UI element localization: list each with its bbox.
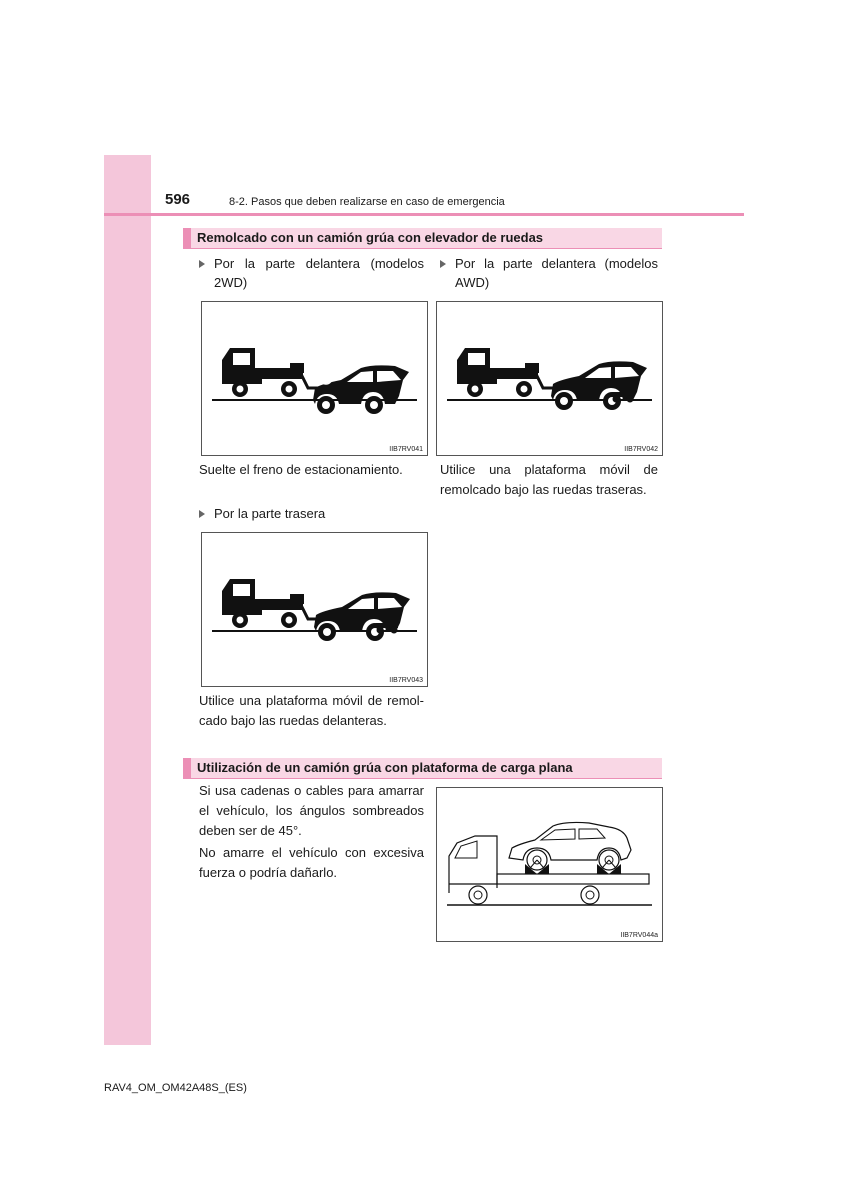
figure-front-2wd-tow: IIB7RV041 xyxy=(201,301,428,456)
footer-document-code: RAV4_OM_OM42A48S_(ES) xyxy=(104,1082,247,1094)
flatbed-truck-illustration xyxy=(437,788,662,941)
bullet-rear: Por la parte trasera xyxy=(199,504,424,523)
caption-front-2wd: Suelte el freno de estacionamiento. xyxy=(199,462,403,477)
section-heading-wheel-lift: Remolcado con un camión grúa con elevador de ruedas xyxy=(183,228,662,249)
figure-front-awd-tow: IIB7RV042 xyxy=(436,301,663,456)
header-rule xyxy=(104,213,744,216)
page-number: 596 xyxy=(165,191,191,208)
section-heading-flatbed: Utilización de un camión grúa con plataforma de carga plana xyxy=(183,758,662,779)
bullet-triangle-icon xyxy=(199,510,205,518)
tow-truck-dolly-illustration xyxy=(437,302,662,455)
chapter-title: 8-2. Pasos que deben realizarse en caso de emergencia xyxy=(229,196,505,208)
bullet-triangle-icon xyxy=(199,260,205,268)
side-band xyxy=(104,155,151,1045)
figure-flatbed-tow: IIB7RV044a xyxy=(436,787,663,942)
flatbed-instruction-text: Si usa cadenas o cables para amarrar el vehículo, los ángulos sombreados deben ser de 45°. No amarre el vehículo con excesiva fuerza o podría dañarlo. xyxy=(199,783,424,880)
tow-truck-car-illustration xyxy=(202,302,427,455)
caption-rear: Utilice una plataforma móvil de remol- cado bajo las ruedas delanteras. xyxy=(199,693,424,728)
bullet-triangle-icon xyxy=(440,260,446,268)
bullet-front-2wd: Por la parte delantera (modelos 2WD) xyxy=(199,254,424,292)
tow-truck-rear-illustration xyxy=(202,533,427,686)
caption-front-awd: Utilice una plataforma móvil de remolcado bajo las ruedas traseras. xyxy=(440,462,658,497)
figure-rear-tow: IIB7RV043 xyxy=(201,532,428,687)
bullet-front-awd: Por la parte delantera (modelos AWD) xyxy=(440,254,658,292)
